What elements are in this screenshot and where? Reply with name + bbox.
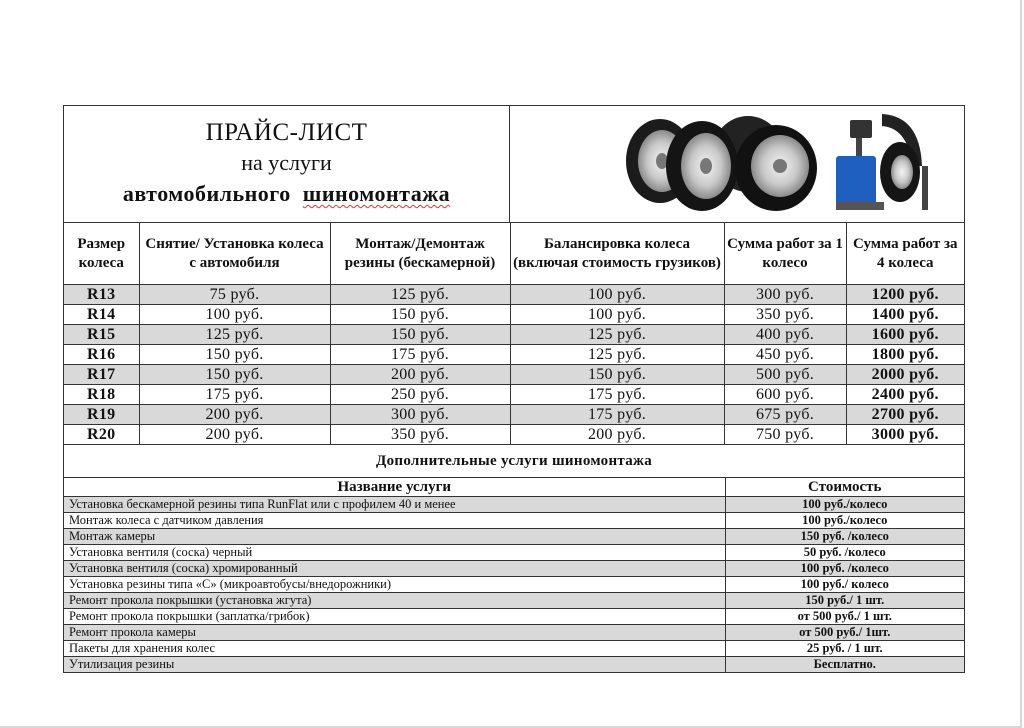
wheel-size-cell: R17 xyxy=(64,365,139,385)
balancing-price-cell: 175 руб. xyxy=(510,385,724,405)
table-row xyxy=(64,305,964,325)
removal-price-cell: 125 руб. xyxy=(139,325,330,345)
service-price-cell: 100 руб. /колесо xyxy=(725,561,964,577)
header-total-four-wheels: Сумма работ за 4 колеса xyxy=(846,223,964,285)
total-one-cell: 500 руб. xyxy=(724,365,846,385)
total-four-cell: 1200 руб. xyxy=(846,285,964,305)
service-name-cell: Пакеты для хранения колес xyxy=(64,641,725,657)
table-row xyxy=(64,425,964,445)
wheel-size-cell: R15 xyxy=(64,325,139,345)
header-wheel-size: Размер колеса xyxy=(64,223,139,285)
removal-price-cell: 200 руб. xyxy=(139,425,330,445)
title-price-list: ПРАЙС-ЛИСТ xyxy=(205,119,368,146)
service-price-cell: Бесплатно. xyxy=(725,657,964,673)
header-service-price: Стоимость xyxy=(725,478,964,497)
service-name-cell: Установка вентиля (соска) черный xyxy=(64,545,725,561)
table-row xyxy=(64,513,964,529)
wheel-size-cell: R18 xyxy=(64,385,139,405)
service-price-cell: 100 руб./колесо xyxy=(725,497,964,513)
balancing-price-cell: 100 руб. xyxy=(510,305,724,325)
total-one-cell: 750 руб. xyxy=(724,425,846,445)
tire-icon xyxy=(735,125,817,211)
service-name-cell: Ремонт прокола покрышки (установка жгута) xyxy=(64,593,725,609)
wheel-size-cell: R16 xyxy=(64,345,139,365)
additional-services-table xyxy=(64,478,964,672)
balancing-price-cell: 125 руб. xyxy=(510,325,724,345)
mount-price-cell: 175 руб. xyxy=(330,345,510,365)
balancing-price-cell: 175 руб. xyxy=(510,405,724,425)
service-name-cell: Установка вентиля (соска) хромированный xyxy=(64,561,725,577)
table-row xyxy=(64,657,964,673)
title-service-line xyxy=(64,178,509,210)
service-price-cell: от 500 руб./ 1 шт. xyxy=(725,609,964,625)
header-removal-install: Снятие/ Установка колеса с автомобиля xyxy=(139,223,330,285)
removal-price-cell: 75 руб. xyxy=(139,285,330,305)
balancing-price-cell: 200 руб. xyxy=(510,425,724,445)
mount-price-cell: 150 руб. xyxy=(330,325,510,345)
table-row xyxy=(64,285,964,305)
price-list-sheet xyxy=(63,105,965,673)
service-price-cell: 100 руб./ колесо xyxy=(725,577,964,593)
additional-services-title: Дополнительные услуги шиномонтажа xyxy=(64,445,964,478)
table-row xyxy=(64,345,964,365)
table-row xyxy=(64,641,964,657)
service-name-cell: Ремонт прокола камеры xyxy=(64,625,725,641)
mount-price-cell: 350 руб. xyxy=(330,425,510,445)
total-four-cell: 3000 руб. xyxy=(846,425,964,445)
header-service-name: Название услуги xyxy=(64,478,725,497)
table-row xyxy=(64,529,964,545)
service-name-cell: Монтаж камеры xyxy=(64,529,725,545)
removal-price-cell: 175 руб. xyxy=(139,385,330,405)
total-one-cell: 300 руб. xyxy=(724,285,846,305)
mount-price-cell: 300 руб. xyxy=(330,405,510,425)
total-one-cell: 400 руб. xyxy=(724,325,846,345)
wheel-balancer-machine-icon xyxy=(836,114,928,210)
tire-service-price-table xyxy=(64,223,964,445)
table-row xyxy=(64,497,964,513)
removal-price-cell: 100 руб. xyxy=(139,305,330,325)
header-total-one-wheel: Сумма работ за 1 колесо xyxy=(724,223,846,285)
table-row xyxy=(64,385,964,405)
total-one-cell: 675 руб. xyxy=(724,405,846,425)
mount-price-cell: 150 руб. xyxy=(330,305,510,325)
wheel-size-cell: R14 xyxy=(64,305,139,325)
service-price-cell: 150 руб./ 1 шт. xyxy=(725,593,964,609)
table-row xyxy=(64,577,964,593)
removal-price-cell: 150 руб. xyxy=(139,345,330,365)
mount-price-cell: 250 руб. xyxy=(330,385,510,405)
service-name-cell: Монтаж колеса с датчиком давления xyxy=(64,513,725,529)
service-price-cell: 100 руб./колесо xyxy=(725,513,964,529)
table-row xyxy=(64,545,964,561)
table-row xyxy=(64,325,964,345)
tire-icon xyxy=(666,121,738,211)
service-price-cell: 25 руб. / 1 шт. xyxy=(725,641,964,657)
removal-price-cell: 150 руб. xyxy=(139,365,330,385)
header-balancing: Балансировка колеса (включая стоимость грузиков) xyxy=(510,223,724,285)
service-price-cell: от 500 руб./ 1шт. xyxy=(725,625,964,641)
table-row xyxy=(64,561,964,577)
header-image-block xyxy=(510,106,964,222)
total-four-cell: 2000 руб. xyxy=(846,365,964,385)
total-one-cell: 600 руб. xyxy=(724,385,846,405)
wheel-size-cell: R20 xyxy=(64,425,139,445)
mount-price-cell: 125 руб. xyxy=(330,285,510,305)
service-name-cell: Установка резины типа «С» (микроавтобусы/внедорожники) xyxy=(64,577,725,593)
header-title-block xyxy=(64,106,510,222)
service-name-cell: Утилизация резины xyxy=(64,657,725,673)
balancing-price-cell: 150 руб. xyxy=(510,365,724,385)
balancing-price-cell: 125 руб. xyxy=(510,345,724,365)
mount-price-cell: 200 руб. xyxy=(330,365,510,385)
header-mount-dismount: Монтаж/Демонтаж резины (бескамерной) xyxy=(330,223,510,285)
total-one-cell: 350 руб. xyxy=(724,305,846,325)
total-four-cell: 1600 руб. xyxy=(846,325,964,345)
total-four-cell: 1400 руб. xyxy=(846,305,964,325)
table-row xyxy=(64,609,964,625)
total-four-cell: 1800 руб. xyxy=(846,345,964,365)
title-word-auto: автомобильного xyxy=(122,181,291,206)
service-price-cell: 50 руб. /колесо xyxy=(725,545,964,561)
total-four-cell: 2400 руб. xyxy=(846,385,964,405)
table-row xyxy=(64,405,964,425)
header-section xyxy=(64,106,964,223)
removal-price-cell: 200 руб. xyxy=(139,405,330,425)
service-price-cell: 150 руб. /колесо xyxy=(725,529,964,545)
total-four-cell: 2700 руб. xyxy=(846,405,964,425)
service-name-cell: Ремонт прокола покрышки (заплатка/грибок) xyxy=(64,609,725,625)
balancing-price-cell: 100 руб. xyxy=(510,285,724,305)
wheel-size-cell: R13 xyxy=(64,285,139,305)
table-row xyxy=(64,365,964,385)
wheel-size-cell: R19 xyxy=(64,405,139,425)
price-table-header-row xyxy=(64,223,964,285)
title-subline: на услуги xyxy=(241,150,332,175)
table-row xyxy=(64,625,964,641)
total-one-cell: 450 руб. xyxy=(724,345,846,365)
tires-and-balancer-illustration xyxy=(510,106,962,222)
table-row xyxy=(64,593,964,609)
additional-services-header-row xyxy=(64,478,964,497)
title-word-tire-service: шиномонтажа xyxy=(302,181,451,206)
service-name-cell: Установка бескамерной резины типа RunFlat или с профилем 40 и менее xyxy=(64,497,725,513)
